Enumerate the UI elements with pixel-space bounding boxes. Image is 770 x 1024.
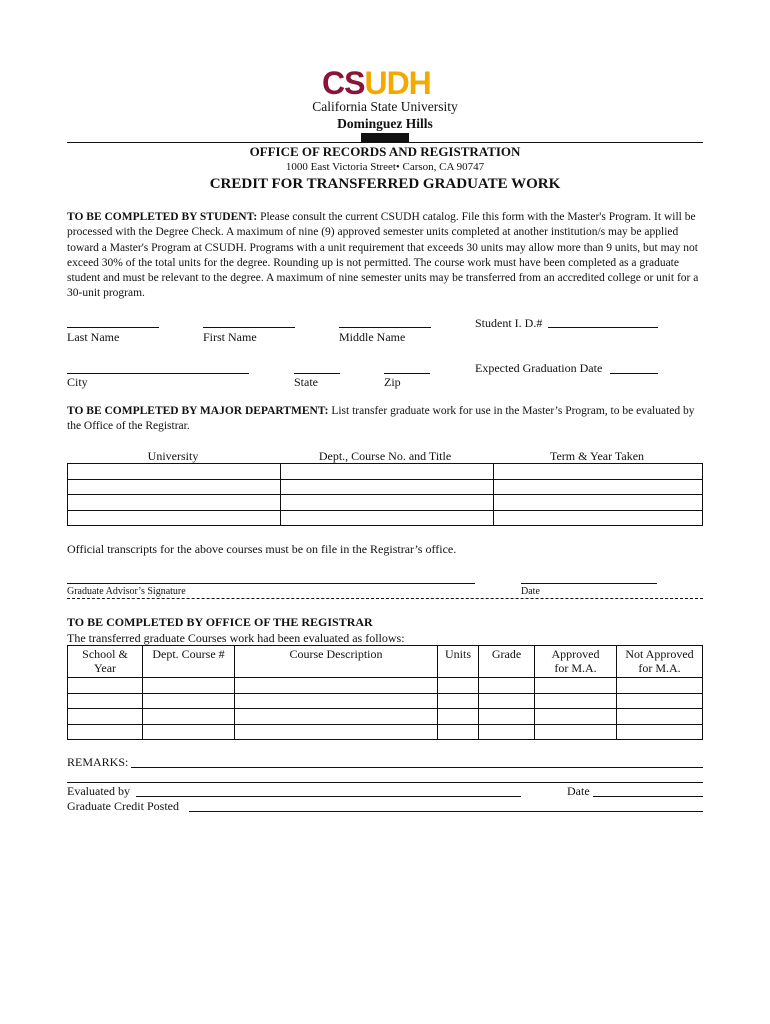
university-line1: California State University <box>312 99 458 114</box>
col-approved: Approved for M.A. <box>535 646 617 678</box>
transfer-courses-table <box>67 463 703 526</box>
middle-name-field[interactable] <box>339 327 431 328</box>
transcripts-note: Official transcripts for the above courses must be on file in the Registrar’s office. <box>67 542 457 556</box>
table-cell[interactable] <box>617 693 703 709</box>
first-name-field[interactable] <box>203 327 295 328</box>
last-name-label: Last Name <box>67 330 120 344</box>
form-title: CREDIT FOR TRANSFERRED GRADUATE WORK <box>209 176 561 192</box>
evaluated-date-label: Date <box>567 784 590 798</box>
table-cell[interactable] <box>235 693 438 709</box>
table-cell[interactable] <box>68 693 143 709</box>
table-row <box>68 510 703 526</box>
col-university: University <box>147 449 199 463</box>
table-cell[interactable] <box>68 709 143 725</box>
table-cell[interactable] <box>438 693 479 709</box>
col-dept-course: Dept., Course No. and Title <box>318 449 452 463</box>
remarks-field-line2[interactable] <box>67 782 703 783</box>
table-cell[interactable] <box>479 693 535 709</box>
table-cell[interactable] <box>438 724 479 740</box>
table-cell[interactable] <box>535 693 617 709</box>
col-school-year: School & Year <box>68 646 143 678</box>
table-row <box>68 678 703 694</box>
table-cell[interactable] <box>143 709 235 725</box>
table-row <box>68 495 703 511</box>
table-cell[interactable] <box>535 724 617 740</box>
advisor-signature-field[interactable] <box>67 583 475 584</box>
expected-graduation-label: Expected Graduation Date <box>475 361 603 375</box>
table-cell[interactable] <box>143 678 235 694</box>
first-name-label: First Name <box>203 330 257 344</box>
table-cell[interactable] <box>494 510 703 526</box>
csudh-logo: CSUDH <box>322 65 431 101</box>
table-row <box>68 709 703 725</box>
table-cell[interactable] <box>617 678 703 694</box>
table-row <box>68 479 703 495</box>
table-cell[interactable] <box>235 709 438 725</box>
credit-posted-label: Graduate Credit Posted <box>67 799 179 813</box>
table-cell[interactable] <box>143 724 235 740</box>
table-cell[interactable] <box>438 709 479 725</box>
registrar-subheading: The transferred graduate Courses work had been evaluated as follows: <box>67 631 405 645</box>
advisor-signature-label: Graduate Advisor’s Signature <box>67 586 186 597</box>
col-units: Units <box>438 646 479 678</box>
table-row <box>68 724 703 740</box>
table-cell[interactable] <box>281 510 494 526</box>
table-cell[interactable] <box>68 495 281 511</box>
table-cell[interactable] <box>68 464 281 480</box>
state-label: State <box>294 375 318 389</box>
col-grade: Grade <box>479 646 535 678</box>
middle-name-label: Middle Name <box>339 330 406 344</box>
table-cell[interactable] <box>143 693 235 709</box>
student-heading: TO BE COMPLETED BY STUDENT: <box>67 211 258 223</box>
credit-posted-field[interactable] <box>189 811 703 812</box>
state-field[interactable] <box>294 373 340 374</box>
table-cell[interactable] <box>281 479 494 495</box>
department-heading: TO BE COMPLETED BY MAJOR DEPARTMENT: <box>67 405 329 417</box>
col-course-description: Course Description <box>235 646 438 678</box>
table-cell[interactable] <box>68 510 281 526</box>
table-cell[interactable] <box>281 464 494 480</box>
department-instructions-text: List transfer graduate work for use in the Master’s Program, to be evaluated by the Office of the Registrar. <box>67 405 695 433</box>
registrar-heading: TO BE COMPLETED BY OFFICE OF THE REGISTRAR <box>67 615 373 629</box>
table-cell[interactable] <box>68 678 143 694</box>
table-cell[interactable] <box>617 709 703 725</box>
table-cell[interactable] <box>494 464 703 480</box>
student-instructions <box>67 210 703 302</box>
table-cell[interactable] <box>438 678 479 694</box>
header-divider <box>67 142 703 143</box>
col-term-year: Term & Year Taken <box>549 449 645 463</box>
city-label: City <box>67 375 88 389</box>
student-instructions-text: Please consult the current CSUDH catalog. File this form with the Master's Program. It will be processed with the Degree Check. A maximum of nine (9) approved semester units completed at another institution/s may be applied toward a Master's Program at CSUDH. Programs with a unit requirement that exceeds 30 units may allow more than 9 units, but may not exceed 30% of the total units for the degree. Rounding up is not permitted. The course work must have been completed as a graduate student and must be relevant to the degree. A maximum of nine semester units may be transferred from an accredited college or unit for a 30-unit program. <box>67 211 699 300</box>
evaluated-by-field[interactable] <box>136 796 521 797</box>
university-line2: Dominguez Hills <box>337 116 433 131</box>
table-cell[interactable] <box>494 479 703 495</box>
table-cell[interactable] <box>535 709 617 725</box>
col-dept-course-number: Dept. Course # <box>143 646 235 678</box>
table-cell[interactable] <box>235 724 438 740</box>
zip-field[interactable] <box>384 373 430 374</box>
table-cell[interactable] <box>68 479 281 495</box>
table-cell[interactable] <box>479 724 535 740</box>
table-cell[interactable] <box>479 709 535 725</box>
city-field[interactable] <box>67 373 249 374</box>
last-name-field[interactable] <box>67 327 159 328</box>
table-cell[interactable] <box>479 678 535 694</box>
expected-graduation-field[interactable] <box>610 373 658 374</box>
office-address: 1000 East Victoria Street• Carson, CA 90747 <box>285 161 485 173</box>
evaluation-table <box>67 645 703 740</box>
table-cell[interactable] <box>68 724 143 740</box>
table-cell[interactable] <box>617 724 703 740</box>
table-header-row <box>68 646 703 678</box>
section-divider <box>67 598 703 599</box>
table-cell[interactable] <box>281 495 494 511</box>
remarks-field[interactable] <box>131 767 703 768</box>
advisor-date-label: Date <box>521 586 540 597</box>
office-name: OFFICE OF RECORDS AND REGISTRATION <box>249 144 521 159</box>
table-cell[interactable] <box>535 678 617 694</box>
evaluated-date-field[interactable] <box>593 796 703 797</box>
advisor-date-field[interactable] <box>521 583 657 584</box>
remarks-label: REMARKS: <box>67 755 129 769</box>
table-row <box>68 464 703 480</box>
department-instructions <box>67 404 703 435</box>
table-cell[interactable] <box>235 678 438 694</box>
logo-bar <box>361 133 409 142</box>
evaluated-by-label: Evaluated by <box>67 784 130 798</box>
col-not-approved: Not Approved for M.A. <box>617 646 703 678</box>
table-cell[interactable] <box>494 495 703 511</box>
student-id-field[interactable] <box>548 327 658 328</box>
zip-label: Zip <box>384 375 401 389</box>
table-row <box>68 693 703 709</box>
student-id-label: Student I. D.# <box>475 316 543 330</box>
